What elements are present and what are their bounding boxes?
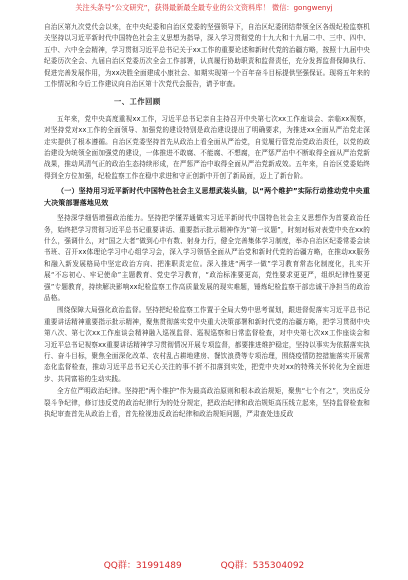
paragraph-intro: 自治区第九次党代会以来，在中央纪委和自治区党委的坚强领导下，自治区纪委团结带领全区各级纪检监察机关坚持以习近平新时代中国特色社会主义思想为指导，深入学习贯彻党的十九大和十九届二中、三中、四中、五中、六中全会精神，学习贯彻习近平总书记关于xx工作的重要论述和新时代党的治疆方略，按照十九届中央纪委历次全会、九届自治区党委历次全会工作部署，认真履行协助职责和监督责任，充分发挥监督保障执行、促进完善发展作用，为xx决胜全面建成小康社会、如期实现第一个百年奋斗目标提供坚强保证。现将五年来的工作情况和今后工作建议向自治区第十次党代会报告，请予审查。: [44, 23, 370, 89]
qq-group-2: QQ群：535304092: [220, 561, 305, 571]
footer-qq-groups: [0, 557, 408, 575]
section-heading: 一、工作回顾: [114, 97, 161, 107]
paragraph-review: 五年来，党中央高度重视xx工作，习近平总书记亲自主持召开中央第七次xx工作座谈会、亲临xx视察，对坚持党对xx工作的全面领导、加强党的建设特别是政治建设提出了明确要求，为推进xx全面从严治党走深走实提供了根本遵循。自治区党委坚持首先从政治上看全面从严治党，自觉履行管党治党政治责任，以党的政治建设为统领全面加强党的建设，一体推进不敢腐、不能腐、不想腐，在严惩严治中不断取得全面从严治党新战果，推动风清气正的政治生态持续形成，在严惩严治中取得全面从严治党新成效。五年来，自治区党委始终得到全方位加强，纪检监察工作在稳中求进和守正创新中开创了新局面，迈上了新台阶。: [44, 114, 370, 180]
paragraph-study: 坚持深学细悟增强政治能力。坚持把学懂弄通做实习近平新时代中国特色社会主义思想作为首要政治任务，始终把学习贯彻习近平总书记重要讲话、重要指示批示精神作为“第一议题”，时刻对标对表党中央在xx的什么，强调什么，对“国之大者”做到心中有数、射身力行，健全完善集体学习制度，举办自治区纪委常委会读书班、召开xx体理论学习中心组学习会，深入学习领悟全面从严治党和新时代党的治疆方略，在推动xx服务和融入新发展格局中坚定政治方向、把准职责定位。深入推进“两学一做”学习教育常态化制度化，扎实开展“不忘初心、牢记使命”主题教育、党史学习教育，“政治标准要更高，党性要求更更严，组织纪律性要更强”专题教育，持续解决影响xx纪检监察工作高质量发展的现实难题，锤炼纪检监察干部忠诚干净担当的政治品格。: [44, 214, 370, 302]
paragraph-discipline: 全方位严明政治纪律。坚持把“两个维护”作为最高政治原则和根本政治规矩，聚焦“七个有之”，突出反分裂斗争纪律，修订违反党的政治纪律行为的处分规定，把政治纪律和政治规矩高压线立起来，坚持监督检查和执纪审查首先从政治上看，首先检视违反政治纪律和政治规矩问题，严肃查处违反政: [44, 387, 370, 418]
document-body: [44, 22, 370, 421]
qq-group-1: QQ群：31991489: [103, 561, 182, 571]
paragraph-supervision: 围绕保障大局强化政治监督。坚持把纪检监察工作置于全局大势中思考谋划，跟进督促落实习近平总书记重要讲话精神重要指示批示精神，聚焦贯彻落实党中央重大决策部署和新时代党的治疆方略，把学习贯彻中央第八次、第七次xx工作座谈会精神融入巡视监督、巡视巡察和日常监督检查，对中央第七次xx工作座谈会和习近平总书记视察xx重要讲话精神学习贯彻情况开展专项监督，都要推进维护稳定，坚持以事实为依据落实执行、奋斗目标，聚焦全面深化改革、农村乱占耕地建房、餐饮浪费等专项治理，围绕疫情防控措施落实开展常态化监督检查，推动习近平总书记关心关注的事不折不扣落到实处，把党中央对xx的特殊关怀转化为全面进步、共同富裕的生动实践。: [44, 306, 370, 383]
header-banner: 关注头条号“公文研究”，获得最新最全最专业的公文资料库！ 微信：gongwenyj: [75, 3, 333, 12]
subsection-heading: （一）坚持用习近平新时代中国特色社会主义思想武装头脑，以“两个维护”实际行动推动党中央重大决策部署落地见效: [44, 187, 370, 207]
